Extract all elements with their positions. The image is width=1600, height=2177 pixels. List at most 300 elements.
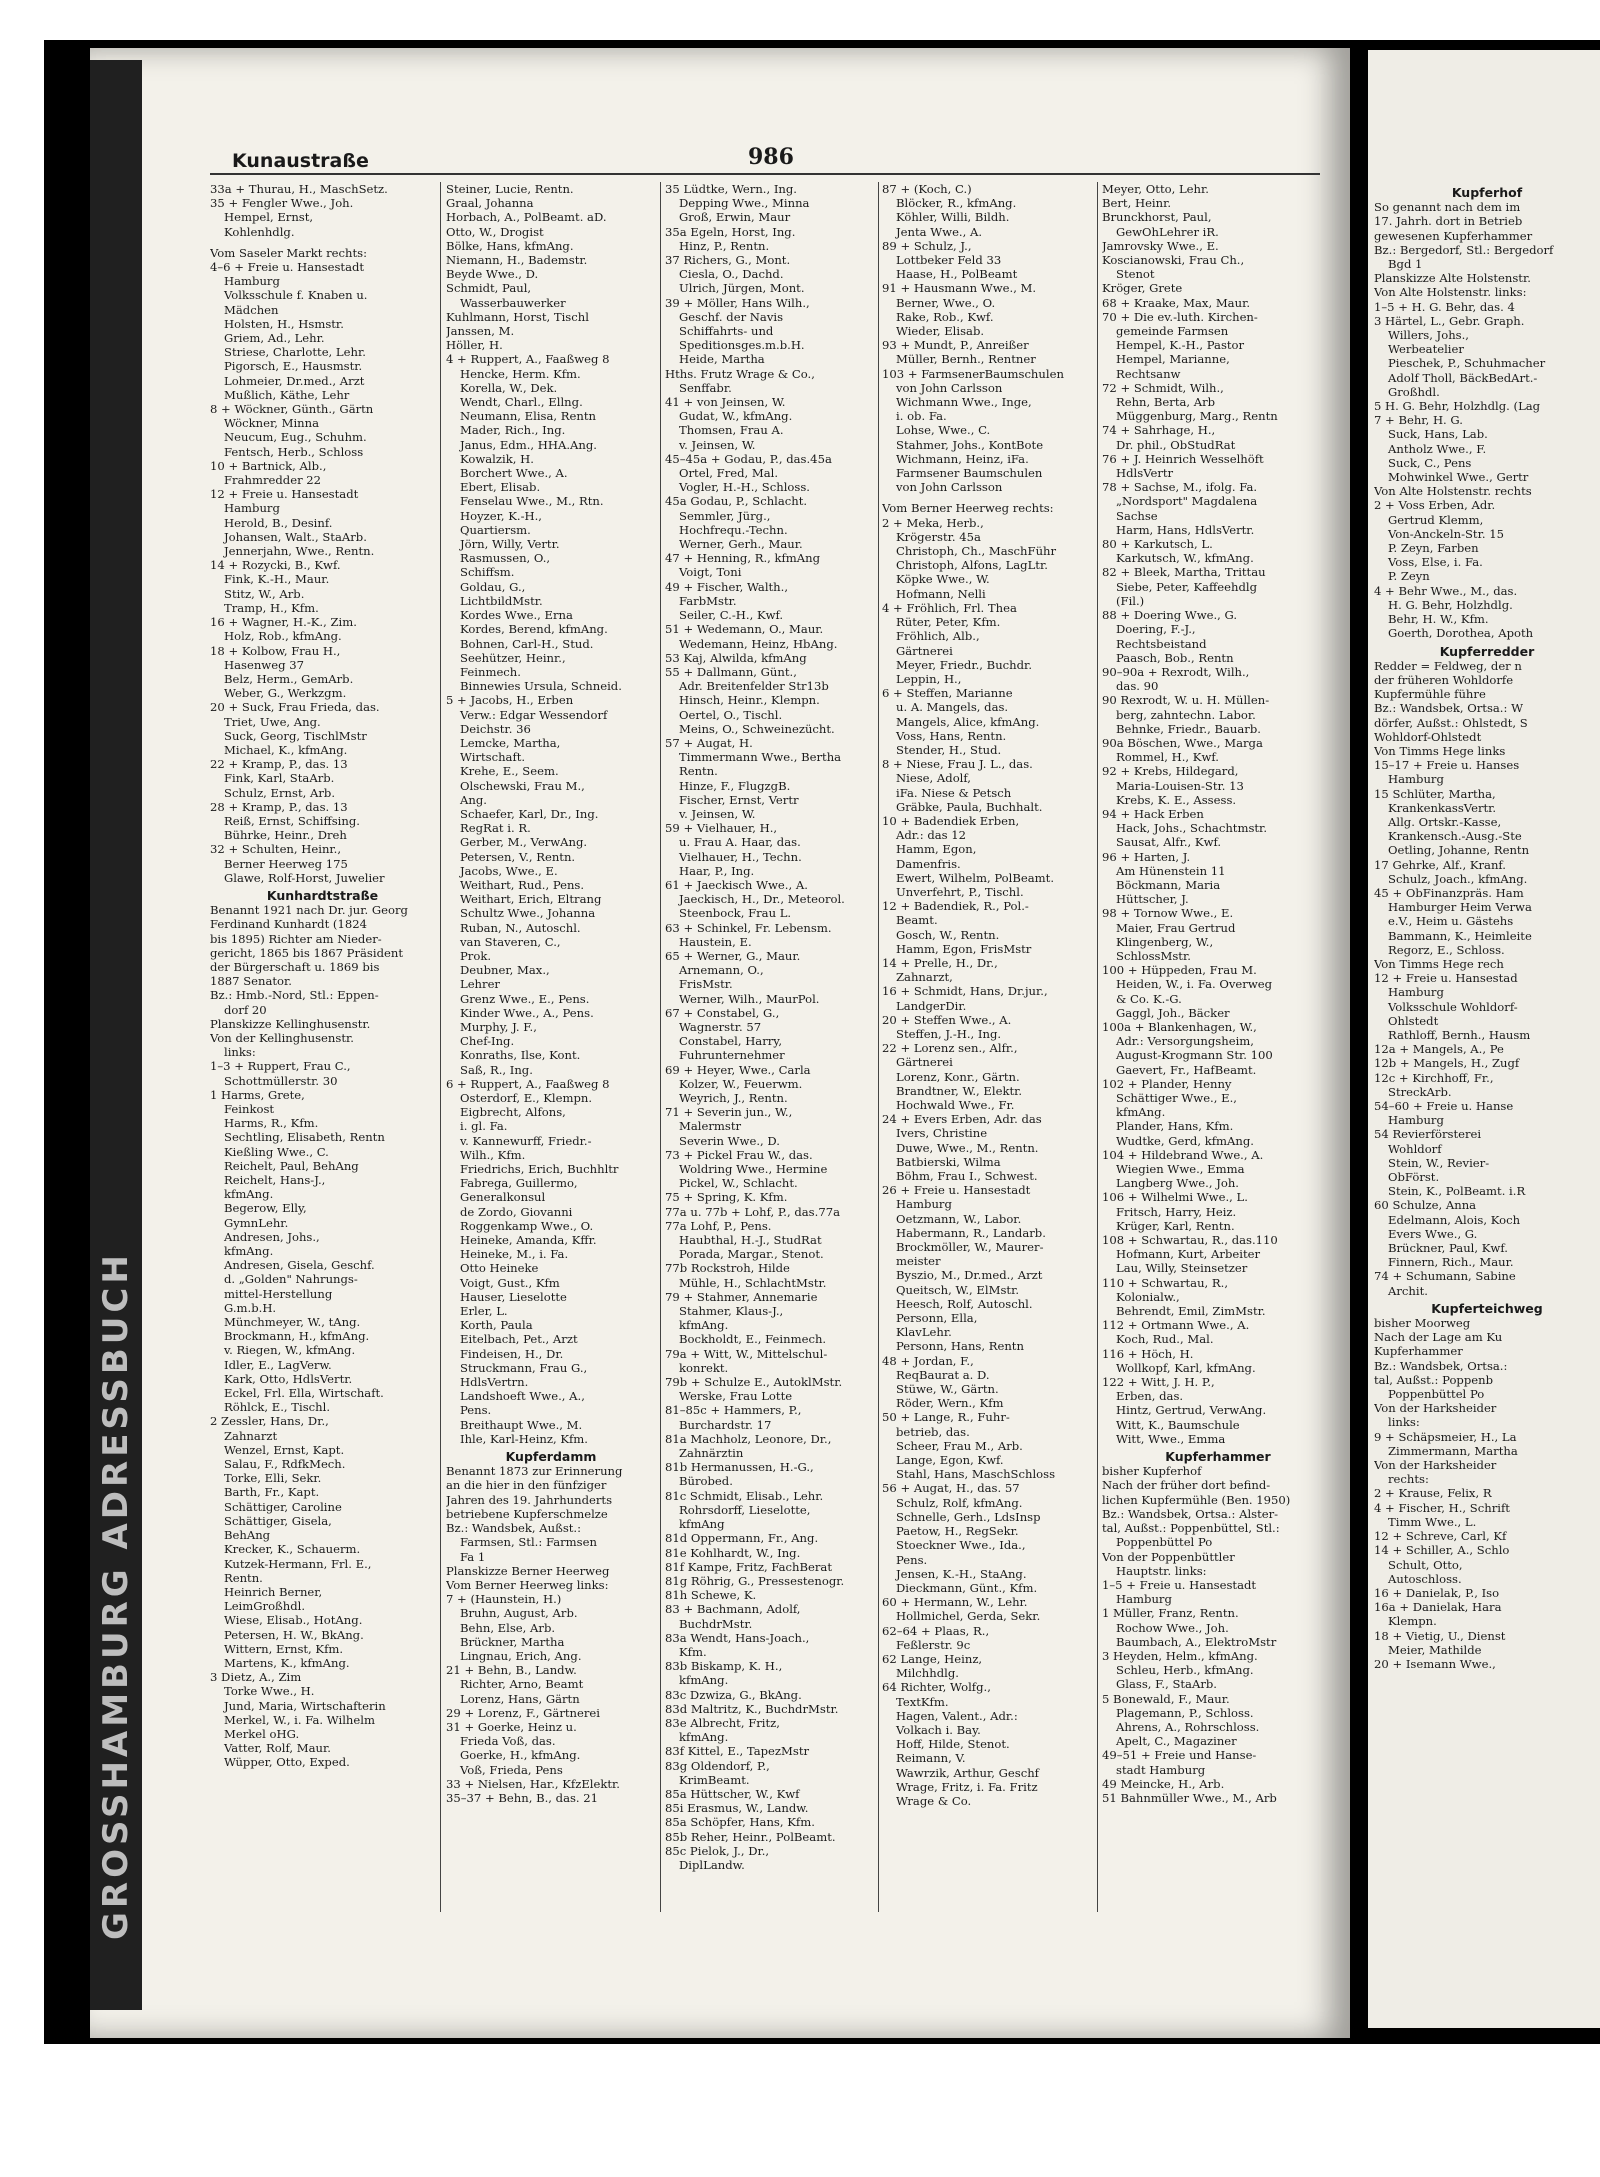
directory-entry: Rake, Rob., Kwf. — [896, 309, 994, 324]
directory-entry: Ciesla, O., Dachd. — [679, 267, 784, 282]
directory-entry: Ebert, Elisab. — [460, 480, 541, 495]
directory-entry: Milchhdlg. — [896, 1666, 959, 1681]
directory-entry: stadt Hamburg — [1116, 1762, 1206, 1777]
directory-entry: Glass, F., StaArb. — [1116, 1677, 1217, 1692]
directory-entry: Byszio, M., Dr.med., Arzt — [896, 1268, 1043, 1283]
directory-entry: 63 + Schinkel, Fr. Lebensm. — [665, 920, 832, 935]
directory-entry: 4 + Ruppert, A., Faaßweg 8 — [446, 352, 610, 367]
directory-entry: Duwe, Wwe., M., Rentn. — [896, 1140, 1039, 1155]
directory-entry: Gärtnerei — [896, 1055, 953, 1070]
directory-entry: (Fil.) — [1116, 593, 1145, 608]
directory-entry: Mühle, H., SchlachtMstr. — [679, 1275, 827, 1290]
directory-entry: 81b Hermanussen, H.-G., — [665, 1460, 814, 1475]
directory-entry: Woldring Wwe., Hermine — [679, 1162, 828, 1177]
directory-entry: Kordes Wwe., Erna — [460, 608, 573, 623]
directory-entry: 14 + Schiller, A., Schlo — [1374, 1543, 1510, 1558]
directory-entry: Torke, Elli, Sekr. — [224, 1471, 322, 1486]
directory-entry: Personn, Ella, — [896, 1311, 978, 1326]
directory-entry: 77a u. 77b + Lohf, P., das.77a — [665, 1204, 840, 1219]
directory-entry: 85i Erasmus, W., Landw. — [665, 1801, 809, 1816]
directory-entry: Mußlich, Käthe, Lehr — [224, 387, 350, 402]
directory-entry: Suck, C., Pens — [1388, 455, 1472, 470]
directory-entry: 112 + Ortmann Wwe., A. — [1102, 1318, 1250, 1333]
directory-entry: 65 + Werner, G., Maur. — [665, 948, 801, 963]
directory-entry: Höller, H. — [446, 338, 503, 353]
directory-entry: 1–5 + Freie u. Hansestadt — [1102, 1577, 1257, 1592]
directory-entry: Goldau, G., — [460, 579, 526, 594]
directory-entry: Saß, R., Ing. — [460, 1062, 533, 1077]
directory-entry: Redder = Feldweg, der n — [1374, 658, 1522, 673]
directory-entry: Petersen, V., Rentn. — [460, 849, 576, 864]
directory-entry: Oetzmann, W., Labor. — [896, 1211, 1022, 1226]
directory-entry: de Zordo, Giovanni — [460, 1204, 573, 1219]
directory-entry: gemeinde Farmsen — [1116, 324, 1229, 339]
directory-entry: 100a + Blankenhagen, W., — [1102, 1019, 1257, 1034]
directory-entry: Fink, K.-H., Maur. — [224, 572, 330, 587]
directory-entry: Geschf. der Navis — [679, 309, 784, 324]
directory-entry: Lohse, Wwe., C. — [896, 423, 991, 438]
directory-entry: Kfm. — [679, 1644, 707, 1659]
directory-entry: Benannt 1873 zur Erinnerung — [446, 1464, 623, 1479]
spine-text: GROSSHAMBURG ADRESSBUCH — [96, 1251, 136, 1940]
directory-entry: 5 + Jacobs, H., Erben — [446, 693, 574, 708]
directory-entry: Ruban, N., Autoschl. — [460, 920, 581, 935]
directory-entry: Haubthal, H.-J., StudRat — [679, 1233, 822, 1248]
directory-entry: 14 + Rozycki, B., Kwf. — [210, 558, 341, 573]
directory-entry: 104 + Hildebrand Wwe., A. — [1102, 1147, 1264, 1162]
directory-entry: & Co. K.-G. — [1116, 991, 1182, 1006]
directory-entry: Hagen, Valent., Adr.: — [896, 1708, 1018, 1723]
directory-entry: Gaevert, Fr., HafBeamt. — [1116, 1062, 1257, 1077]
column-divider — [440, 182, 441, 1912]
directory-entry: Feßlerstr. 9c — [896, 1637, 971, 1652]
directory-entry: Niese, Adolf, — [896, 771, 971, 786]
directory-entry: Heiden, W., i. Fa. Overweg — [1116, 977, 1273, 992]
directory-entry: 122 + Witt, J. H. P., — [1102, 1375, 1215, 1390]
directory-entry: Kinder Wwe., A., Pens. — [460, 1005, 594, 1020]
directory-entry: Wedemann, Heinz, HbAng. — [679, 636, 838, 651]
directory-entry: Apelt, C., Magaziner — [1116, 1734, 1237, 1749]
directory-entry: 14 + Prelle, H., Dr., — [882, 955, 998, 970]
directory-entry: von John Carlsson — [896, 480, 1003, 495]
directory-entry: 6 + Ruppert, A., Faaßweg 8 — [446, 1076, 610, 1091]
directory-entry: Kolzer, W., Feuerwm. — [679, 1076, 803, 1091]
directory-entry: van Staveren, C., — [460, 934, 561, 949]
directory-entry: Röhlck, E., Tischl. — [224, 1400, 331, 1415]
directory-entry: KrimBeamt. — [679, 1772, 750, 1787]
directory-entry: Holz, Rob., kfmAng. — [224, 629, 342, 644]
directory-entry: Martens, K., kfmAng. — [224, 1655, 350, 1670]
directory-entry: Konraths, Ilse, Kont. — [460, 1048, 581, 1063]
directory-entry: Hempel, K.-H., Pastor — [1116, 338, 1245, 353]
directory-entry: Jahren des 19. Jahrhunderts — [446, 1492, 613, 1507]
directory-entry: Kutzek-Hermann, Frl. E., — [224, 1556, 372, 1571]
directory-entry: 8 + Wöckner, Günth., Gärtn — [210, 402, 374, 417]
directory-entry: Graal, Johanna — [446, 196, 534, 211]
directory-entry: 18 + Vietig, U., Dienst — [1374, 1628, 1506, 1643]
directory-entry: Petersen, H. W., BkAng. — [224, 1627, 364, 1642]
directory-entry: 94 + Hack Erben — [1102, 806, 1204, 821]
directory-entry: Roggenkamp Wwe., O. — [460, 1218, 594, 1233]
directory-entry: Goerke, H., kfmAng. — [460, 1748, 581, 1763]
directory-entry: 45–45a + Godau, P., das.45a — [665, 451, 832, 466]
directory-entry: Hochfrequ.-Techn. — [679, 522, 788, 537]
directory-entry: Planskizze Berner Heerweg — [446, 1563, 610, 1578]
directory-entry: Lau, Willy, Steinsetzer — [1116, 1261, 1248, 1276]
directory-entry: gericht, 1865 bis 1867 Präsident — [210, 945, 403, 960]
directory-entry: Schnelle, Gerh., LdsInsp — [896, 1509, 1041, 1524]
directory-entry: Fischer, Ernst, Vertr — [679, 792, 799, 807]
directory-entry: berg, zahntechn. Labor. — [1116, 707, 1256, 722]
directory-entry: Bockholdt, E., Feinmech. — [679, 1332, 827, 1347]
directory-entry: Chef-Ing. — [460, 1034, 515, 1049]
directory-entry: Gertrud Klemm, — [1388, 512, 1484, 527]
directory-entry: Schult, Otto, — [1388, 1557, 1463, 1572]
directory-entry: Barth, Fr., Kapt. — [224, 1485, 320, 1500]
directory-entry: Jennerjahn, Wwe., Rentn. — [224, 544, 375, 559]
directory-entry: Hofmann, Nelli — [896, 586, 986, 601]
directory-entry: Speditionsges.m.b.H. — [679, 338, 805, 353]
directory-entry: 103 + FarmsenerBaumschulen — [882, 366, 1064, 381]
directory-entry: Rehn, Berta, Arb — [1116, 395, 1216, 410]
directory-entry: Werske, Frau Lotte — [679, 1389, 793, 1404]
directory-entry: Siebe, Peter, Kaffeehdlg — [1116, 579, 1258, 594]
directory-entry: Senffabr. — [679, 380, 732, 395]
street-heading: Kupferredder — [1439, 644, 1535, 659]
directory-entry: Vielhauer, H., Techn. — [679, 849, 802, 864]
directory-entry: Wüpper, Otto, Exped. — [224, 1755, 350, 1770]
directory-entry: Blöcker, R., kfmAng. — [896, 196, 1017, 211]
directory-entry: BuchdrMstr. — [679, 1616, 753, 1631]
directory-entry: 90 Rexrodt, W. u. H. Müllen- — [1102, 693, 1270, 708]
directory-entry: Depping Wwe., Minna — [679, 196, 810, 211]
directory-entry: 5 Bonewald, F., Maur. — [1102, 1691, 1230, 1706]
directory-entry: Meier, Mathilde — [1388, 1642, 1482, 1657]
directory-entry: Willers, Johs., — [1388, 328, 1469, 343]
directory-entry: Prok. — [460, 948, 492, 963]
directory-entry: 100 + Hüppeden, Frau M. — [1102, 963, 1257, 978]
directory-entry: Heineke, M., i. Fa. — [460, 1247, 569, 1262]
directory-entry: meister — [896, 1254, 941, 1269]
directory-entry: 17. Jahrh. dort in Betrieb — [1374, 214, 1523, 229]
directory-entry: Von der Harksheider — [1374, 1401, 1497, 1416]
directory-entry: Seiler, C.-H., Kwf. — [679, 608, 784, 623]
directory-entry: Neucum, Eug., Schuhm. — [224, 430, 367, 445]
column-6 — [1374, 182, 1600, 2022]
directory-entry: Schaefer, Karl, Dr., Ing. — [460, 806, 599, 821]
directory-entry: Frieda Voß, das. — [460, 1734, 556, 1749]
directory-entry: LichtbildMstr. — [460, 593, 543, 608]
directory-entry: Arnemann, O., — [679, 963, 764, 978]
column-5 — [1102, 182, 1334, 2022]
street-heading: Kupferhammer — [1165, 1450, 1271, 1465]
directory-entry: P. Zeyn — [1388, 569, 1430, 584]
directory-entry: Heinrich Berner, — [224, 1584, 323, 1599]
directory-entry: Schiffsm. — [460, 565, 515, 580]
directory-entry: Lange, Egon, Kwf. — [896, 1453, 1004, 1468]
directory-entry: Brockmann, H., kfmAng. — [224, 1329, 370, 1344]
directory-entry: an die hier in den fünfziger — [446, 1478, 607, 1493]
directory-entry: Feinmech. — [460, 664, 521, 679]
directory-entry: Hamburg — [1116, 1592, 1172, 1607]
directory-entry: StreckArb. — [1388, 1084, 1452, 1099]
directory-entry: Werner, Gerh., Maur. — [679, 537, 803, 552]
directory-entry: 77a Lohf, P., Pens. — [665, 1218, 772, 1233]
directory-entry: Wagnerstr. 57 — [679, 1019, 762, 1034]
directory-entry: Wiegien Wwe., Emma — [1116, 1162, 1245, 1177]
directory-entry: Salau, F., RdfkMech. — [224, 1457, 346, 1472]
directory-entry: Habermann, R., Landarb. — [896, 1225, 1046, 1240]
directory-entry: 88 + Doering Wwe., G. — [1102, 608, 1238, 623]
directory-entry: 12 + Freie u. Hansestad — [1374, 971, 1518, 986]
directory-entry: Verw.: Edgar Wessendorf — [460, 707, 608, 722]
directory-entry: 15 Schlüter, Martha, — [1374, 786, 1496, 801]
directory-entry: Am Hünenstein 11 — [1116, 863, 1226, 878]
directory-entry: Pieschek, P., Schuhmacher — [1388, 356, 1546, 371]
directory-entry: Hamburg — [1388, 772, 1444, 787]
directory-entry: Richter, Arno, Beamt — [460, 1677, 584, 1692]
directory-entry: Behnke, Friedr., Bauarb. — [1116, 721, 1261, 736]
directory-entry: Kark, Otto, HdlsVertr. — [224, 1371, 353, 1386]
directory-entry: Rasmussen, O., — [460, 551, 551, 566]
directory-entry: Gosch, W., Rentn. — [896, 927, 1000, 942]
directory-entry: Adr.: Versorgungsheim, — [1116, 1034, 1254, 1049]
directory-entry: Jenta Wwe., A. — [896, 224, 983, 239]
directory-entry: Ahrens, A., Rohrschloss. — [1116, 1719, 1260, 1734]
directory-entry: Gräbke, Paula, Buchhalt. — [896, 799, 1043, 814]
directory-entry: Nach der früher dort befind- — [1102, 1478, 1271, 1493]
directory-entry: Quartiersm. — [460, 522, 531, 537]
directory-entry: Hauptstr. links: — [1116, 1563, 1207, 1578]
directory-entry: Von Timms Hege links — [1374, 743, 1506, 758]
directory-entry: Ulrich, Jürgen, Mont. — [679, 281, 805, 296]
directory-entry: kfmAng — [679, 1517, 725, 1532]
directory-entry: Otto, W., Drogist — [446, 224, 544, 239]
directory-entry: Adr. Breitenfelder Str13b — [679, 679, 829, 694]
directory-entry: Voigt, Toni — [679, 565, 742, 580]
directory-entry: Autoschloss. — [1388, 1571, 1462, 1586]
directory-entry: Haar, P., Ing. — [679, 863, 755, 878]
directory-entry: ObFörst. — [1388, 1170, 1440, 1185]
directory-entry: Klingenberg, W., — [1116, 934, 1214, 949]
directory-entry: Münchmeyer, W., tAng. — [224, 1315, 361, 1330]
directory-entry: Stenot — [1116, 267, 1155, 282]
directory-entry: Vogler, H.-H., Schloss. — [679, 480, 810, 495]
directory-entry: Deichstr. 36 — [460, 721, 531, 736]
directory-entry: Ewert, Wilhelm, PolBeamt. — [896, 870, 1054, 885]
directory-entry: Severin Wwe., D. — [679, 1133, 780, 1148]
directory-entry: Volksschule Wohldorf- — [1388, 999, 1518, 1014]
directory-entry: Hamburger Heim Verwa — [1388, 900, 1532, 915]
directory-entry: Fenselau Wwe., M., Rtn. — [460, 494, 604, 509]
directory-entry: 45a Godau, P., Schlacht. — [665, 494, 808, 509]
directory-entry: Bammann, K., Heimleite — [1388, 928, 1532, 943]
directory-entry: 2 + Krause, Felix, R — [1374, 1486, 1492, 1501]
directory-entry: Stender, H., Stud. — [896, 742, 1002, 757]
directory-entry: Behr, H. W., Kfm. — [1388, 612, 1489, 627]
directory-entry: 29 + Lorenz, F., Gärtnerei — [446, 1705, 600, 1720]
directory-entry: 80 + Karkutsch, L. — [1102, 537, 1213, 552]
directory-entry: Zahnärztin — [679, 1446, 744, 1461]
directory-entry: Steiner, Lucie, Rentn. — [446, 182, 574, 196]
directory-entry: Beamt. — [896, 913, 938, 928]
directory-entry: Schottmüllerstr. 30 — [224, 1073, 338, 1088]
directory-entry: Pens. — [896, 1552, 928, 1567]
directory-entry: 85c Pielok, J., Dr., — [665, 1843, 770, 1858]
directory-entry: 77b Rockstroh, Hilde — [665, 1261, 790, 1276]
directory-entry: Archit. — [1388, 1283, 1428, 1298]
directory-entry: Merkel oHG. — [224, 1726, 300, 1741]
directory-entry: 92 + Krebs, Hildegard, — [1102, 764, 1239, 779]
directory-entry: Wittern, Ernst, Kfm. — [224, 1641, 344, 1656]
directory-entry: Hofmann, Kurt, Arbeiter — [1116, 1247, 1261, 1262]
directory-entry: Hoyzer, K.-H., — [460, 508, 542, 523]
directory-entry: Bohnen, Carl-H., Stud. — [460, 636, 594, 651]
directory-entry: Niemann, H., Bademstr. — [446, 253, 588, 268]
directory-entry: Müggenburg, Marg., Rentn — [1116, 409, 1278, 424]
directory-entry: Voss, Hans, Rentn. — [896, 728, 1007, 743]
directory-entry: Steffen, J.-H., Ing. — [896, 1026, 1002, 1041]
directory-entry: 35–37 + Behn, B., das. 21 — [446, 1790, 599, 1805]
directory-entry: 22 + Kramp, P., das. 13 — [210, 757, 348, 772]
directory-entry: Ang. — [460, 792, 487, 807]
directory-entry: Hoff, Hilde, Stenot. — [896, 1737, 1010, 1752]
directory-entry: Behrendt, Emil, ZimMstr. — [1116, 1304, 1266, 1319]
directory-entry: Breithaupt Wwe., M. — [460, 1417, 583, 1432]
directory-entry: links: — [1388, 1415, 1420, 1430]
directory-entry: 2 + Meka, Herb., — [882, 515, 984, 530]
directory-entry: Hamburg — [896, 1197, 952, 1212]
directory-entry: Deubner, Max., — [460, 963, 550, 978]
directory-entry: TextKfm. — [896, 1694, 949, 1709]
directory-entry: Triet, Uwe, Ang. — [224, 714, 321, 729]
directory-entry: Paetow, H., RegSekr. — [896, 1524, 1019, 1539]
directory-entry: Hamburg — [1388, 985, 1444, 1000]
directory-entry: GewOhLehrer iR. — [1116, 224, 1219, 239]
directory-entry: Heide, Martha — [679, 352, 765, 367]
directory-entry: bisher Moorweg — [1374, 1316, 1471, 1331]
directory-entry: 1–5 + H. G. Behr, das. 4 — [1374, 299, 1515, 314]
directory-entry: 60 Schulze, Anna — [1374, 1198, 1477, 1213]
directory-entry: Wichmann, Heinz, iFa. — [896, 451, 1029, 466]
directory-entry: Hauser, Lieselotte — [460, 1289, 567, 1304]
directory-entry: Brückner, Paul, Kwf. — [1388, 1241, 1508, 1256]
directory-entry: Constabel, Harry, — [679, 1034, 783, 1049]
directory-entry: Suck, Hans, Lab. — [1388, 427, 1488, 442]
directory-entry: Hack, Johs., Schachtmstr. — [1116, 821, 1268, 836]
directory-entry: Großhdl. — [1388, 384, 1440, 399]
directory-entry: Scheer, Frau M., Arb. — [896, 1438, 1023, 1453]
directory-entry: 89 + Schulz, J., — [882, 238, 972, 253]
page-number: 986 — [748, 144, 794, 170]
directory-entry: Janus, Edm., HHA.Ang. — [460, 437, 597, 452]
directory-entry: Bz.: Bergedorf, Stl.: Bergedorf — [1374, 242, 1554, 257]
directory-entry: 47 + Henning, R., kfmAng — [665, 551, 821, 566]
directory-entry: 60 + Hermann, W., Lehr. — [882, 1595, 1028, 1610]
directory-entry: Von der Harksheider — [1374, 1458, 1497, 1473]
directory-entry: Erben, das. — [1116, 1389, 1184, 1404]
directory-entry: Batbierski, Wilma — [896, 1154, 1001, 1169]
directory-entry: Schättiger Wwe., E., — [1116, 1091, 1237, 1105]
directory-entry: Langberg Wwe., Joh. — [1116, 1176, 1239, 1191]
directory-entry: Krecker, K., Schauerm. — [224, 1542, 361, 1557]
directory-entry: Rentn. — [679, 764, 718, 779]
directory-entry: 15–17 + Freie u. Hanses — [1374, 758, 1520, 773]
directory-entry: Dr. phil., ObStudRat — [1116, 437, 1236, 452]
directory-entry: Zimmermann, Martha — [1388, 1443, 1518, 1458]
directory-entry: kfmAng. — [679, 1318, 729, 1333]
directory-entry: bis 1895) Richter am Nieder- — [210, 931, 382, 946]
directory-entry: Glawe, Rolf-Horst, Juwelier — [224, 870, 385, 885]
directory-entry: 3 Dietz, A., Zim — [210, 1670, 302, 1685]
directory-entry: 37 Richers, G., Mont. — [665, 253, 791, 268]
directory-entry: Herold, B., Desinf. — [224, 515, 333, 530]
directory-entry: So genannt nach dem im — [1374, 200, 1521, 215]
directory-entry: Merkel, W., i. Fa. Wilhelm — [224, 1712, 375, 1727]
directory-entry: Rathloff, Bernh., Hausm — [1388, 1027, 1531, 1042]
directory-entry: Timmermann Wwe., Bertha — [679, 750, 842, 765]
directory-entry: Bz.: Wandsbek, Ortsa.: — [1374, 1358, 1508, 1373]
directory-entry: 4 + Fischer, H., Schrift — [1374, 1500, 1510, 1515]
directory-entry: 54–60 + Freie u. Hanse — [1374, 1099, 1514, 1113]
spacer — [882, 494, 1092, 501]
directory-entry: 45 + ObFinanzpräs. Ham — [1374, 885, 1524, 900]
directory-entry: Vom Berner Heerweg rechts: — [882, 501, 1054, 516]
directory-entry: Horbach, A., PolBeamt. aD. — [446, 210, 607, 225]
street-heading: Kunhardtstraße — [266, 888, 379, 903]
directory-entry: Mader, Rich., Ing. — [460, 423, 566, 438]
directory-entry: Griem, Ad., Lehr. — [224, 331, 325, 346]
directory-entry: Bührke, Heinr., Dreh — [224, 828, 347, 843]
directory-entry: Röder, Wern., Kfm — [896, 1396, 1004, 1411]
directory-entry: v. Kannewurff, Friedr.- — [460, 1133, 592, 1148]
directory-entry: Lehrer — [460, 977, 500, 992]
directory-entry: 81a Machholz, Leonore, Dr., — [665, 1431, 832, 1446]
directory-entry: Tramp, H., Kfm. — [224, 600, 319, 615]
directory-entry: Generalkonsul — [460, 1190, 546, 1205]
directory-entry: Seehützer, Heinr., — [460, 650, 566, 665]
directory-entry: Hamburg — [224, 501, 280, 516]
directory-entry: Wohldorf-Ohlstedt — [1374, 729, 1482, 744]
directory-entry: Kießling Wwe., C. — [224, 1144, 329, 1159]
directory-entry: 21 + Behn, B., Landw. — [446, 1663, 577, 1678]
directory-entry: 83g Oldendorf, P., — [665, 1758, 770, 1773]
directory-entry: Volkach i. Bay. — [896, 1722, 981, 1737]
directory-entry: 91 + Hausmann Wwe., M. — [882, 281, 1037, 296]
directory-entry: 49–51 + Freie und Hanse- — [1102, 1748, 1257, 1763]
directory-entry: Von Timms Hege rech — [1374, 956, 1504, 971]
directory-entry: FarbMstr. — [679, 593, 737, 608]
directory-entry: ReqBaurat a. D. — [896, 1367, 990, 1382]
directory-entry: Volksschule f. Knaben u. — [224, 288, 368, 303]
directory-entry: Fabrega, Guillermo, — [460, 1176, 578, 1191]
directory-entry: Pigorsch, E., Hausmstr. — [224, 359, 363, 374]
directory-entry: u. Frau A. Haar, das. — [679, 835, 801, 850]
directory-entry: Ohlstedt — [1388, 1013, 1439, 1028]
directory-entry: Bz.: Wandsbek, Ortsa.: Alster- — [1102, 1506, 1279, 1521]
directory-entry: Findeisen, H., Dr. — [460, 1346, 564, 1361]
directory-entry: Christoph, Ch., MaschFühr — [896, 544, 1057, 559]
directory-entry: 41 + von Jeinsen, W. — [665, 395, 786, 410]
directory-entry: Maier, Frau Gertrud — [1116, 920, 1236, 935]
directory-entry: Stahl, Hans, MaschSchloss — [896, 1467, 1056, 1482]
directory-entry: 10 + Badendiek Erben, — [882, 813, 1020, 828]
directory-entry: 83f Kittel, E., TapezMstr — [665, 1744, 810, 1759]
directory-entry: Hempel, Ernst, — [224, 210, 314, 225]
directory-entry: tal, Außst.: Poppenb — [1374, 1372, 1494, 1387]
directory-entry: Heineke, Amanda, Kffr. — [460, 1233, 597, 1248]
directory-entry: 70 + Die ev.-luth. Kirchen- — [1102, 309, 1258, 324]
